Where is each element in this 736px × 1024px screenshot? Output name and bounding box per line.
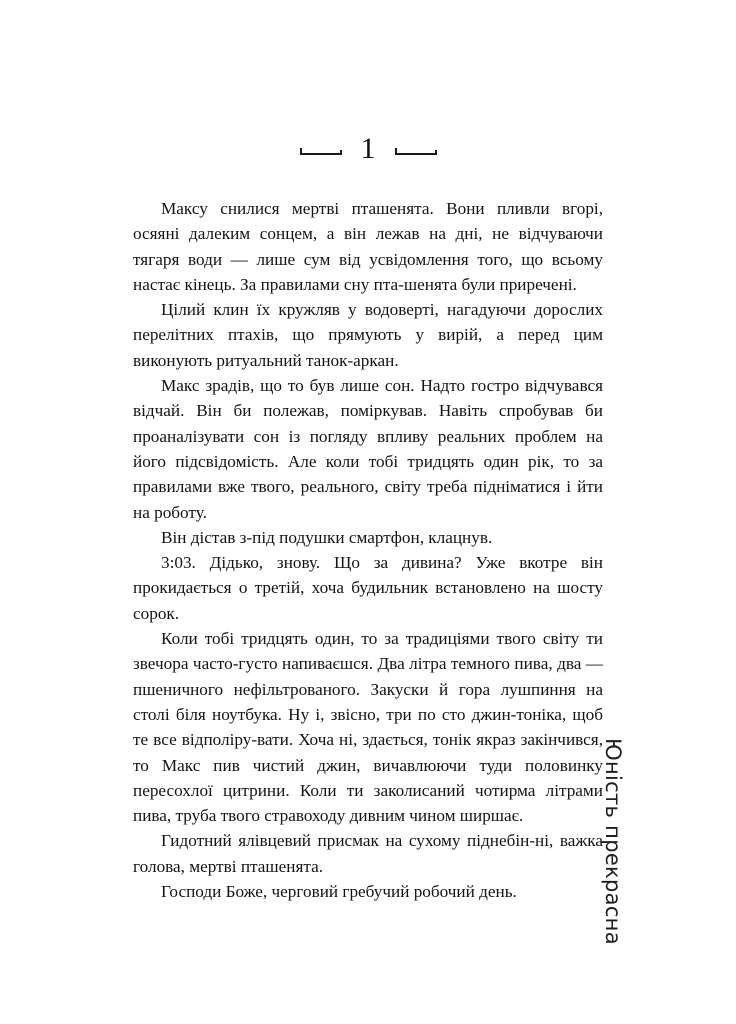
paragraph: Господи Боже, черговий гребучий робочий день. <box>161 882 517 902</box>
running-book-title: Юність прекрасна <box>601 738 625 945</box>
chapter-heading <box>133 128 603 174</box>
ornament-dash-left <box>299 145 343 157</box>
paragraph: Коли тобі тридцять один, то за традиціями твого світу ти звечора часто-густо напиваєшся. Два літра темного пива, два — пшеничного нефільтрованого. Закуски й гора лушпиння на столі біля ноутбука. Ну і, звісно, три по сто джин-тоніка, щоб те все відполіру-вати. Хоча ні, здається, тонік якраз закінчився, то Макс пив чистий джин, вичавлюючи туди половинку пересохлої цитрини. Коли ти заколисаний чотирма літрами пива, труба твого стравоходу дивним чином ширшає. <box>133 629 603 826</box>
paragraph: 3:03. Дідько, знову. Що за дивина? Уже вкотре він прокидається о третій, хоча будильник встановлено на шосту сорок. <box>133 553 603 623</box>
body-text <box>133 196 603 904</box>
ornament-dash-right <box>394 145 438 157</box>
paragraph: Максу снилися мертві пташенята. Вони пливли вгорі, осяяні далеким сонцем, а він лежав на дні, не відчуваючи тягаря води — лише сум від усвідомлення того, що всьому настає кінець. За правилами сну пта-шенята були приречені. <box>133 199 603 294</box>
chapter-number: 1 <box>360 132 376 165</box>
paragraph: Він дістав з-під подушки смартфон, клацнув. <box>161 527 493 547</box>
paragraph: Гидотний ялівцевий присмак на сухому піднебін-ні, важка голова, мертві пташенята. <box>133 831 603 876</box>
paragraph: Цілий клин їх кружляв у водоверті, нагадуючи дорослих перелітних птахів, що прямують у вирій, а перед цим виконують ритуальний танок-аркан. <box>133 300 603 370</box>
paragraph: Макс зрадів, що то був лише сон. Надто гостро відчувався відчай. Він би полежав, поміркував. Навіть спробував би проаналізувати сон із погляду впливу реальних проблем на його підсвідомість. Але коли тобі тридцять один рік, то за правилами вже твого, реального, світу треба підніматися і йти на роботу. <box>133 376 603 522</box>
